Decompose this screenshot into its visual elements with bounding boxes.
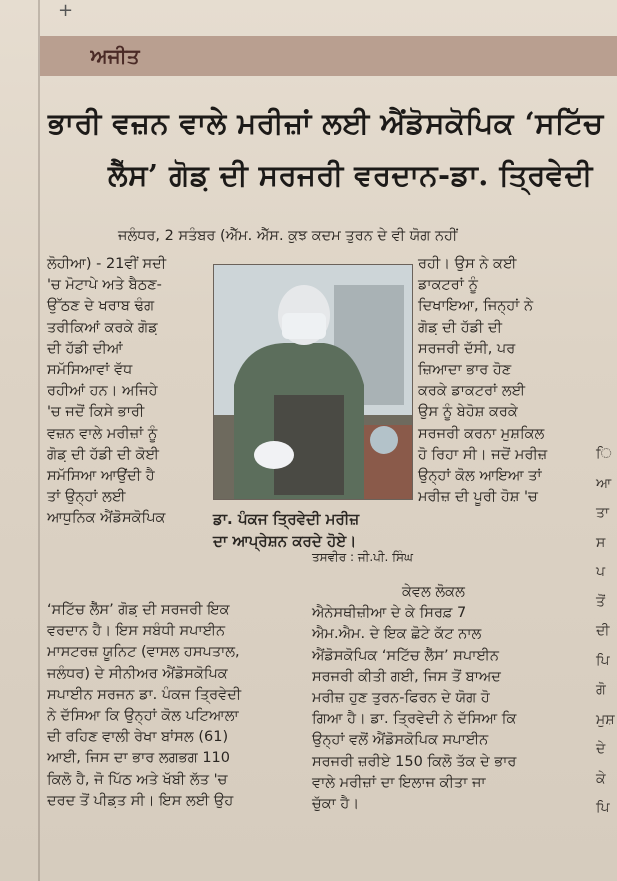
text-line: ਦੀ ਰਹਿਣ ਵਾਲੀ ਰੇਖਾ ਬਾਂਸਲ (61) bbox=[47, 729, 229, 746]
text-line: 'ਚ ਮੋਟਾਪੇ ਅਤੇ ਬੈਠਣ- bbox=[47, 277, 162, 294]
text-line: ‘ਸਟਿੱਚ ਲੈੱਸ’ ਗੋਡ਼ ਦੀ ਸਰਜਰੀ ਇਕ bbox=[47, 602, 230, 618]
caption-line: ਦਾ ਆਪ੍ਰੇਸ਼ਨ ਕਰਦੇ ਹੋਏ। bbox=[213, 532, 357, 550]
dateline: ਜਲੰਧਰ, 2 ਸਤੰਬਰ (ਐੱਮ. ਐੱਸ. ਕੁਝ ਕਦਮ ਤੁਰਨ ਦੇ ਵੀ ਯੋਗ ਨਹੀਂ bbox=[118, 228, 458, 244]
text-line: ਚੁੱਕਾ ਹੈ। bbox=[312, 796, 360, 813]
text-fragment: ਦੀ bbox=[596, 623, 610, 639]
text-line: ਸਰਜਰੀ ਜ਼ਰੀਏ 150 ਕਿਲੋ ਤੱਕ ਦੇ ਭਾਰ bbox=[312, 753, 517, 770]
text-line: ਤਾਂ ਉਨ੍ਹਾਂ ਲਈ bbox=[47, 489, 126, 506]
text-line: ਉਨ੍ਹਾਂ ਵਲੋਂ ਐਂਡੋਸਕੋਪਿਕ ਸਪਾਈਨ bbox=[312, 732, 489, 749]
text-line: ਸਮੱਸਿਆ ਆਉਂਦੀ ਹੈ bbox=[47, 468, 155, 485]
text-line: ਰਹੀਆਂ ਹਨ। ਅਜਿਹੇ bbox=[47, 383, 158, 400]
text-line: ਗੋਡ਼ ਦੀ ਹੱਡੀ ਦੀ bbox=[418, 319, 502, 336]
article-column-right bbox=[418, 254, 588, 508]
surgeon-photo bbox=[213, 264, 413, 500]
text-line: ਸਰਜਰੀ ਕਰਨਾ ਮੁਸ਼ਕਿਲ bbox=[418, 425, 545, 442]
text-line: ਜ਼ਿਆਦਾ ਭਾਰ ਹੋਣ bbox=[418, 362, 512, 379]
text-line: ਗੋਡ਼ ਦੀ ਹੱਡੀ ਦੀ ਕੋਈ bbox=[47, 446, 159, 463]
text-line: ਦਰਦ ਤੋਂ ਪੀਡ਼ਤ ਸੀ। ਇਸ ਲਈ ਉਹ bbox=[47, 792, 234, 809]
text-line: ਸਰਜਰੀ ਕੀਤੀ ਗਈ, ਜਿਸ ਤੋਂ ਬਾਅਦ bbox=[312, 668, 501, 685]
text-line: ਰਹੀ। ਉਸ ਨੇ ਕਈ bbox=[418, 256, 517, 272]
text-line: ਜਲੰਧਰ) ਦੇ ਸੀਨੀਅਰ ਐਂਡੋਸਕੋਪਿਕ bbox=[47, 665, 228, 682]
text-line: ਮਾਸਟਰਜ਼ ਯੂਨਿਟ (ਵਾਸਲ ਹਸਪਤਾਲ, bbox=[47, 644, 240, 661]
masthead-band bbox=[40, 36, 617, 76]
text-line: ਆਧੁਨਿਕ ਐਂਡੋਸਕੋਪਿਕ bbox=[47, 510, 166, 527]
text-fragment: ਗੋ bbox=[596, 682, 606, 698]
text-line: ਐਮ.ਐਮ. ਦੇ ਇਕ ਛੋਟੇ ਕੱਟ ਨਾਲ bbox=[312, 626, 482, 643]
text-line: ਸਰਜਰੀ ਦੱਸੀ, ਪਰ bbox=[418, 340, 516, 357]
text-fragment: ਸ bbox=[596, 534, 606, 551]
adjacent-article-fragments bbox=[596, 440, 617, 824]
page-fold-line bbox=[38, 0, 40, 881]
text-line: ਉਸ ਨੂੰ ਬੇਹੋਸ਼ ਕਰਕੇ bbox=[418, 404, 518, 421]
surgeon-photo-illustration bbox=[214, 265, 412, 499]
text-line: ਲੋਹੀਆ) - 21ਵੀਂ ਸਦੀ bbox=[47, 256, 167, 272]
text-line: ਨੇ ਦੱਸਿਆ ਕਿ ਉਨ੍ਹਾਂ ਕੋਲ ਪਟਿਆਲਾ bbox=[47, 708, 239, 725]
text-fragment: ਪਿ bbox=[596, 800, 610, 816]
text-line: ਸਮੱਸਿਆਵਾਂ ਵੱਧ bbox=[47, 362, 133, 379]
article-column-bottom-right bbox=[312, 582, 602, 815]
crop-mark-icon: + bbox=[58, 0, 74, 21]
text-line: ਤਰੀਕਿਆਂ ਕਰਕੇ ਗੋਡ਼ bbox=[47, 319, 158, 336]
caption-line: ਡਾ. ਪੰਕਜ ਤ੍ਰਿਵੇਦੀ ਮਰੀਜ਼ bbox=[213, 510, 360, 528]
text-line: ਕਿਲੋ ਹੈ, ਜੋ ਪਿੱਠ ਅਤੇ ਖੱਬੀ ਲੱਤ 'ਚ bbox=[47, 771, 228, 788]
text-fragment: ਤੋਂ bbox=[596, 593, 605, 610]
text-fragment: ਪਿ bbox=[596, 652, 610, 669]
text-line: ਐਨੇਸਥੀਜ਼ੀਆ ਦੇ ਕੇ ਸਿਰਫ਼ 7 bbox=[312, 605, 467, 622]
text-fragment: ਪ bbox=[596, 564, 606, 580]
text-line: ਐਂਡੋਸਕੋਪਿਕ ‘ਸਟਿੱਚ ਲੈੱਸ’ ਸਪਾਈਨ bbox=[312, 647, 499, 664]
text-fragment: ਤਾ bbox=[596, 505, 609, 521]
text-fragment: ਮੁਸ਼ bbox=[596, 711, 615, 728]
text-line: 'ਚ ਜਦੋਂ ਕਿਸੇ ਭਾਰੀ bbox=[47, 404, 145, 421]
text-line: ਸਪਾਈਨ ਸਰਜਨ ਡਾ. ਪੰਕਜ ਤ੍ਰਿਵੇਦੀ bbox=[47, 686, 242, 703]
headline-line-2: ਲੈੱਸ’ ਗੋਡ਼ ਦੀ ਸਰਜਰੀ ਵਰਦਾਨ-ਡਾ. ਤ੍ਰਿਵੇਦੀ bbox=[108, 158, 593, 192]
text-line: ਮਰੀਜ਼ ਦੀ ਪੂਰੀ ਹੋਸ਼ 'ਚ bbox=[418, 489, 538, 506]
text-fragment: ਕੇ bbox=[596, 770, 606, 787]
text-line: ਵਾਲੇ ਮਰੀਜ਼ਾਂ ਦਾ ਇਲਾਜ ਕੀਤਾ ਜਾ bbox=[312, 774, 486, 791]
text-line: ਡਾਕਟਰਾਂ ਨੂੰ bbox=[418, 277, 478, 294]
text-line: ਉਨ੍ਹਾਂ ਕੋਲ ਆਇਆ ਤਾਂ bbox=[418, 468, 542, 485]
text-fragment: ਦੇ bbox=[596, 741, 606, 757]
text-fragment: ਆ bbox=[596, 475, 612, 492]
text-line: ਕੇਵਲ ਲੋਕਲ bbox=[402, 584, 465, 600]
text-line: ਆਈ, ਜਿਸ ਦਾ ਭਾਰ ਲਗਭਗ 110 bbox=[47, 750, 231, 767]
photo-credit: ਤਸਵੀਰ : ਜੀ.ਪੀ. ਸਿੰਘ bbox=[312, 550, 413, 564]
text-line: ਵਰਦਾਨ ਹੈ। ਇਸ ਸਬੰਧੀ ਸਪਾਈਨ bbox=[47, 623, 226, 640]
text-line: ਹੋ ਰਿਹਾ ਸੀ। ਜਦੋਂ ਮਰੀਜ਼ bbox=[418, 446, 548, 463]
text-line: ਵਜ਼ਨ ਵਾਲੇ ਮਰੀਜ਼ਾਂ ਨੂੰ bbox=[47, 425, 158, 442]
text-line: ਗਿਆ ਹੈ। ਡਾ. ਤ੍ਰਿਵੇਦੀ ਨੇ ਦੱਸਿਆ ਕਿ bbox=[312, 711, 517, 728]
text-line: ਦਿਖਾਇਆ, ਜਿਨ੍ਹਾਂ ਨੇ bbox=[418, 298, 534, 315]
text-line: ਮਰੀਜ਼ ਹੁਣ ਤੁਰਨ-ਫਿਰਨ ਦੇ ਯੋਗ ਹੋ bbox=[312, 690, 490, 707]
headline-line-1: ਭਾਰੀ ਵਜ਼ਨ ਵਾਲੇ ਮਰੀਜ਼ਾਂ ਲਈ ਐਂਡੋਸਕੋਪਿਕ ‘ਸਟਿੱਚ bbox=[48, 106, 604, 140]
text-fragment: ਿ bbox=[596, 446, 612, 462]
text-line: ਦੀ ਹੱਡੀ ਦੀਆਂ bbox=[47, 340, 123, 357]
text-line: ਉੱਠਣ ਦੇ ਖਰਾਬ ਢੰਗ bbox=[47, 298, 155, 315]
text-line: ਕਰਕੇ ਡਾਕਟਰਾਂ ਲਈ bbox=[418, 383, 526, 400]
photo-caption bbox=[213, 508, 423, 552]
newspaper-name: ਅਜੀਤ bbox=[90, 44, 140, 68]
article-column-left bbox=[47, 254, 207, 530]
